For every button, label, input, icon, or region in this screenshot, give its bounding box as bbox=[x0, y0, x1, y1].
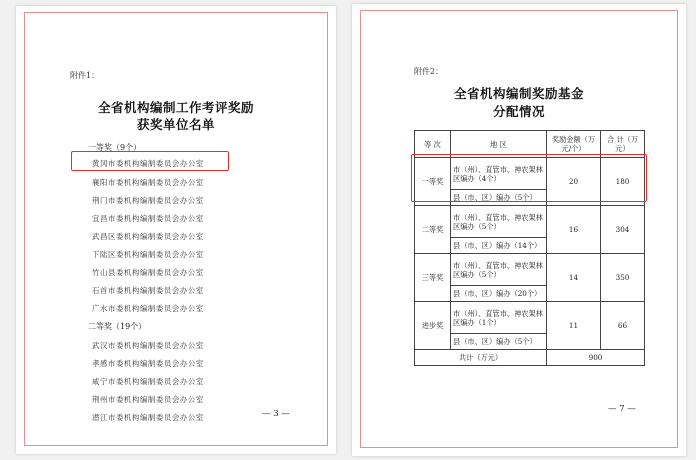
list-item: 潜江市委机构编制委员会办公室 bbox=[92, 413, 204, 422]
grade-cell: 一等奖 bbox=[415, 158, 451, 206]
region-city-cell: 市（州）、直管市、神农架林区编办（5个） bbox=[451, 254, 547, 286]
list-item: 广水市委机构编制委员会办公室 bbox=[92, 304, 204, 313]
page-number: — 3 — bbox=[262, 409, 290, 419]
list-item: 荆州市委机构编制委员会办公室 bbox=[92, 395, 204, 404]
amount-cell: 14 bbox=[547, 254, 601, 302]
total-cell: 180 bbox=[601, 158, 645, 206]
page-title-line2: 分配情况 bbox=[492, 104, 545, 119]
attachment-label: 附件2： bbox=[414, 67, 444, 76]
amount-cell: 20 bbox=[547, 158, 601, 206]
header-region: 地 区 bbox=[451, 131, 547, 158]
grade-cell: 进步奖 bbox=[415, 302, 451, 350]
highlight-box bbox=[411, 154, 647, 202]
total-cell: 304 bbox=[601, 206, 645, 254]
region-county-cell: 县（市、区）编办（14个） bbox=[451, 238, 547, 254]
list-item: 孝感市委机构编制委员会办公室 bbox=[92, 359, 204, 368]
header-amount: 奖励金额（万元/个） bbox=[547, 131, 601, 158]
region-county-cell: 县（市、区）编办（5个） bbox=[451, 190, 547, 206]
first-prize-heading: 一等奖（9个） bbox=[88, 143, 142, 152]
page-number: — 7 — bbox=[608, 404, 636, 414]
list-item: 襄阳市委机构编制委员会办公室 bbox=[92, 178, 204, 187]
footer-total-cell: 900 bbox=[547, 350, 645, 366]
total-cell: 66 bbox=[601, 302, 645, 350]
region-city-cell: 市（州）、直管市、神农架林区编办（4个） bbox=[451, 158, 547, 190]
header-total: 合 计（万元） bbox=[601, 131, 645, 158]
table-footer-row bbox=[415, 350, 645, 366]
list-item: 竹山县委机构编制委员会办公室 bbox=[92, 268, 204, 277]
region-city-cell: 市（州）、直管市、神农架林区编办（5个） bbox=[451, 206, 547, 238]
list-item: 武昌区委机构编制委员会办公室 bbox=[92, 232, 204, 241]
grade-cell: 二等奖 bbox=[415, 206, 451, 254]
table-row bbox=[415, 302, 645, 334]
region-county-cell: 县（市、区）编办（20个） bbox=[451, 286, 547, 302]
highlight-box bbox=[71, 151, 229, 171]
list-item: 宜昌市委机构编制委员会办公室 bbox=[92, 214, 204, 223]
table-row bbox=[415, 206, 645, 238]
list-item: 武汉市委机构编制委员会办公室 bbox=[92, 341, 204, 350]
attachment-label: 附件1： bbox=[70, 71, 100, 80]
grade-cell: 三等奖 bbox=[415, 254, 451, 302]
region-county-cell: 县（市、区）编办（5个） bbox=[451, 334, 547, 350]
amount-cell: 16 bbox=[547, 206, 601, 254]
list-item: 咸宁市委机构编制委员会办公室 bbox=[92, 377, 204, 386]
document-page-1 bbox=[16, 6, 336, 454]
footer-label-cell: 共计（万元） bbox=[415, 350, 547, 366]
header-grade: 等 次 bbox=[415, 131, 451, 158]
table-row bbox=[415, 254, 645, 286]
list-item: 黄冈市委机构编制委员会办公室 bbox=[92, 159, 204, 168]
total-cell: 350 bbox=[601, 254, 645, 302]
list-item: 下陆区委机构编制委员会办公室 bbox=[92, 250, 204, 259]
page-title-line2: 获奖单位名单 bbox=[136, 117, 215, 132]
list-item: 荆门市委机构编制委员会办公室 bbox=[92, 196, 204, 205]
page-title-line1: 全省机构编制工作考评奖励 bbox=[97, 100, 254, 115]
region-city-cell: 市（州）、直管市、神农架林区编办（1个） bbox=[451, 302, 547, 334]
list-item: 石首市委机构编制委员会办公室 bbox=[92, 286, 204, 295]
page-title-line1: 全省机构编制奖励基金 bbox=[453, 86, 584, 101]
document-page-2 bbox=[352, 4, 686, 456]
amount-cell: 11 bbox=[547, 302, 601, 350]
second-prize-heading: 二等奖（19个） bbox=[88, 322, 147, 331]
